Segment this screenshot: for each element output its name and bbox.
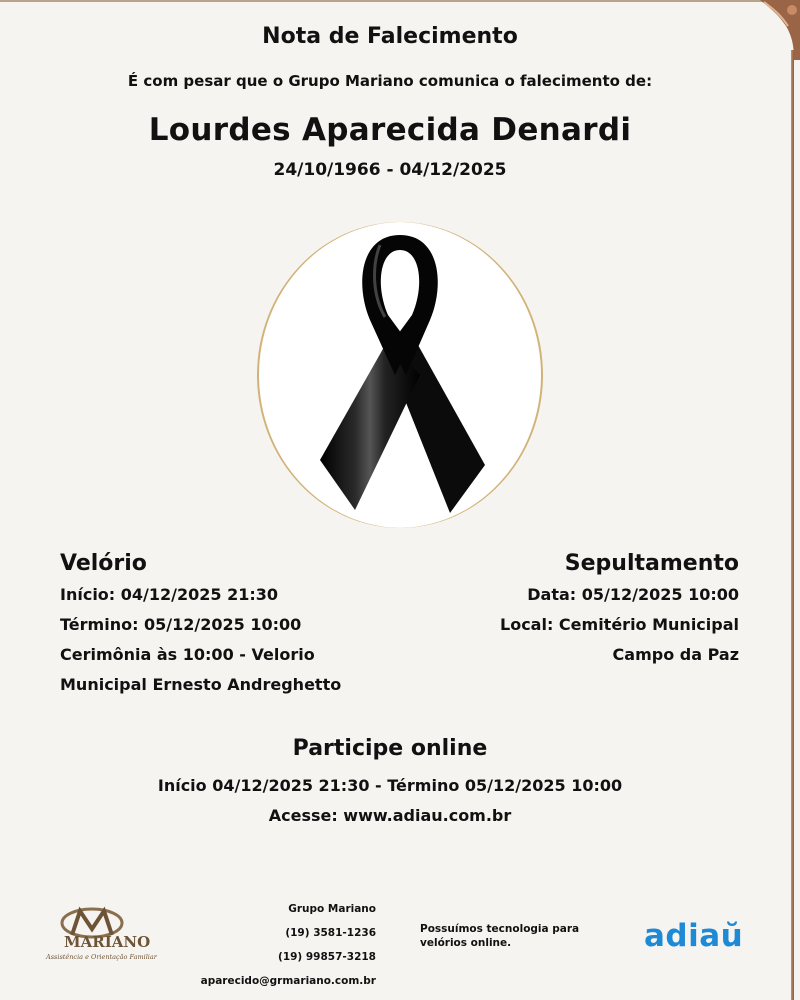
sepultamento-date: Data: 05/12/2025 10:00 [527,585,739,604]
phone-2[interactable]: (19) 99857-3218 [278,951,376,963]
contact-block [201,897,376,993]
logo-tagline: Assistência e Orientação Familiar [46,953,157,961]
mariano-logo [46,905,157,967]
sepultamento-place-line1: Local: Cemitério Municipal [500,615,739,634]
sepultamento-heading: Sepultamento [564,551,739,576]
tech-note [420,922,579,950]
notice-intro: É com pesar que o Grupo Mariano comunica o falecimento de: [127,72,653,90]
tech-note-line2: velórios online. [420,937,512,949]
deceased-name: Lourdes Aparecida Denardi [148,112,632,148]
sepultamento-place-line2: Campo da Paz [612,645,739,664]
notice-title: Nota de Falecimento [262,24,518,49]
online-access-link[interactable]: Acesse: www.adiau.com.br [268,806,512,825]
velorio-section [60,548,341,700]
velorio-start: Início: 04/12/2025 21:30 [60,585,279,604]
phone-1[interactable]: (19) 3581-1236 [285,927,376,939]
velorio-ceremony-line2: Municipal Ernesto Andreghetto [60,675,342,694]
company-name: Grupo Mariano [288,903,376,915]
contact-email[interactable]: aparecido@grmariano.com.br [200,975,376,987]
top-frame-line [0,0,800,2]
online-heading: Participe online [292,736,488,761]
life-dates: 24/10/1966 - 04/12/2025 [273,160,507,180]
right-frame-border [791,50,794,1000]
sepultamento-section [500,548,739,670]
velorio-end: Término: 05/12/2025 10:00 [60,615,302,634]
velorio-ceremony-line1: Cerimônia às 10:00 - Velorio [60,645,315,664]
online-period: Início 04/12/2025 21:30 - Término 05/12/2025 10:00 [157,776,623,795]
mourning-ribbon-icon [300,225,500,525]
velorio-heading: Velório [60,551,147,576]
adiau-logo: adiaŭ [644,918,744,954]
tech-note-line1: Possuímos tecnologia para [420,923,580,935]
logo-wordmark: MARIANO [64,933,151,951]
